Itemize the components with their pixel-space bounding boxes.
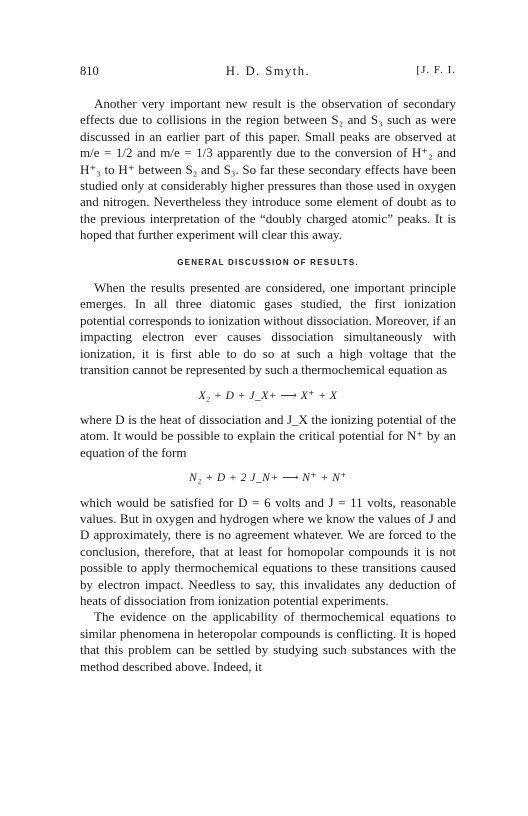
paragraph-heteropolar: The evidence on the applicability of thermochemical equations to similar phenomena in heteropolar compounds is conflicting. It is hoped that this problem can be settled by studying such substances with the method described above. Indeed, it [80, 609, 456, 674]
paragraph-discussion: When the results presented are considered, one important principle emerges. In all three diatomic gases studied, the first ionization potential corresponds to ionization without dissociation. Moreover, if an impacting electron ever causes dissociation simultaneously with ionization, it is first able to do so at such a high voltage that the transition cannot be represented by such a thermochemical equation as [80, 280, 456, 378]
page-number: 810 [80, 64, 99, 78]
page-header [80, 64, 456, 82]
paragraph-conclusion: which would be satisfied for D = 6 volts and J = 11 volts, reasonable values. But in oxygen and hydrogen where we know the values of J and D approximately, there is no agreement whatever. We are forced to the conclusion, therefore, that at least for homopolar compounds it is not possible to apply thermochemical equations to these transitions caused by electron impact. Needless to say, this invalidates any deduction of heats of dissociation from ionization potential experiments. [80, 494, 456, 608]
equation-dissociation: X₂ + D + J_X+ ⟶ X⁺ + X [198, 389, 338, 402]
equation-nitrogen: N₂ + D + 2 J_N+ ⟶ N⁺ + N⁺ [189, 472, 347, 485]
section-heading: GENERAL DISCUSSION OF RESULTS. [177, 257, 359, 267]
running-head: H. D. Smyth. [225, 64, 311, 78]
paragraph-heat-of-dissociation: where D is the heat of dissociation and J_X the ionizing potential of the atom. It would be possible to explain the critical potential for N⁺ by an equation of the form [80, 411, 456, 460]
paragraph-secondary-effects: Another very important new result is the observation of secondary effects due to collisions in the region between S₂ and S₃ such as were discussed in an earlier part of this paper. Small peaks are observed at m/e = 1/2 and m/e = 1/3 apparently due to the conversion of H⁺₂ and H⁺₃ to H⁺ between S₂ and S₃. So far these secondary effects have been studied only at considerably higher pressures than those used in oxygen and nitrogen. Nevertheless they introduce some element of doubt as to the previous interpretation of the “doubly charged atomic” peaks. It is hoped that further experiment will clear this away. [80, 96, 456, 243]
body-text [80, 96, 456, 675]
journal-abbrev: [J. F. I. [416, 64, 456, 76]
